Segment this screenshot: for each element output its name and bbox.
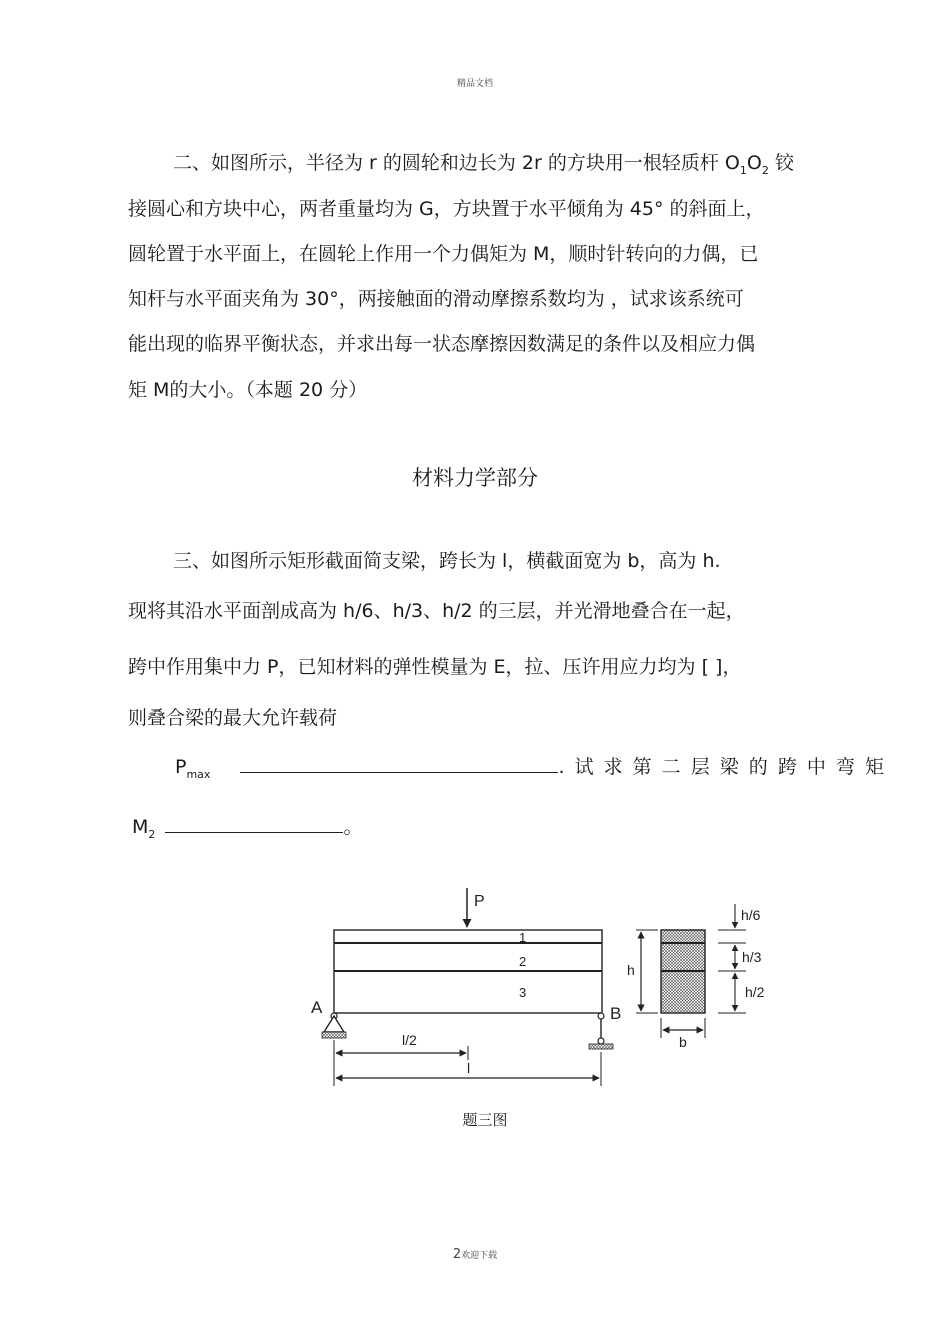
pmax-line: $P_{max}$ . 试 求 第 二 层 梁 的 跨 中 弯 矩 [175, 756, 886, 781]
load-label: P [474, 893, 485, 910]
layer-height-3: h/2 [745, 984, 765, 1000]
pin-support-a [322, 1013, 346, 1038]
m2-label: M [132, 816, 149, 838]
layer-height-2: h/3 [742, 949, 762, 965]
support-b-label: B [610, 1004, 622, 1023]
section-title: 材料力学部分 [412, 466, 538, 490]
width-label: b [679, 1034, 687, 1050]
problem3-line-1: 三、如图所示矩形截面简支梁，跨长为 l，横截面宽为 b，高为 h. [173, 550, 721, 572]
figure-caption: 题三图 [462, 1111, 508, 1129]
half-span-label: l/2 [402, 1032, 417, 1048]
problem2-line-1: 二、如图所示，半径为 r 的圆轮和边长为 2r 的方块用一根轻质杆 $O_1O_2$ 铰 [173, 152, 794, 177]
m2-line: $M_2$ 。 [132, 816, 363, 841]
footer-text: 欢迎下载 [461, 1251, 498, 1261]
pmax-tail: . 试 求 第 二 层 梁 的 跨 中 弯 矩 [558, 756, 886, 778]
height-label: h [627, 962, 635, 978]
layer-label-2: 2 [519, 954, 527, 969]
problem2-line-6: 矩 M的大小。（本题 20 分） [128, 379, 368, 401]
support-a-label: A [311, 998, 323, 1017]
layer-label-1: 1 [519, 930, 527, 945]
problem2-line-3: 圆轮置于水平面上，在圆轮上作用一个力偶矩为 M，顺时针转向的力偶，已 [128, 243, 759, 265]
page-header: 精品文档 [456, 79, 493, 89]
problem2-line-4: 知杆与水平面夹角为 30°，两接触面的滑动摩擦系数均为 ，试求该系统可 [128, 288, 744, 310]
problem3-line-3: 跨中作用集中力 P，已知材料的弹性模量为 E，拉、压许用应力均为 [ ]， [128, 656, 742, 678]
problem2-line-5: 能出现的临界平衡状态，并求出每一状态摩擦因数满足的条件以及相应力偶 [128, 333, 756, 355]
page-footer [0, 1247, 950, 1262]
layer-height-1: h/6 [741, 907, 761, 923]
page-number: 2 [452, 1247, 462, 1262]
layer-label-3: 3 [519, 985, 527, 1000]
problem3-line-4: 则叠合梁的最大允许载荷 [128, 707, 338, 729]
pmax-label: P [175, 756, 187, 778]
problem2-line-2: 接圆心和方块中心，两者重量均为 G，方块置于水平倾角为 45° 的斜面上， [128, 198, 765, 220]
problem3-line-2: 现将其沿水平面剖成高为 h/6、h/3、h/2 的三层，并光滑地叠合在一起， [128, 600, 745, 622]
span-label: l [467, 1060, 471, 1076]
